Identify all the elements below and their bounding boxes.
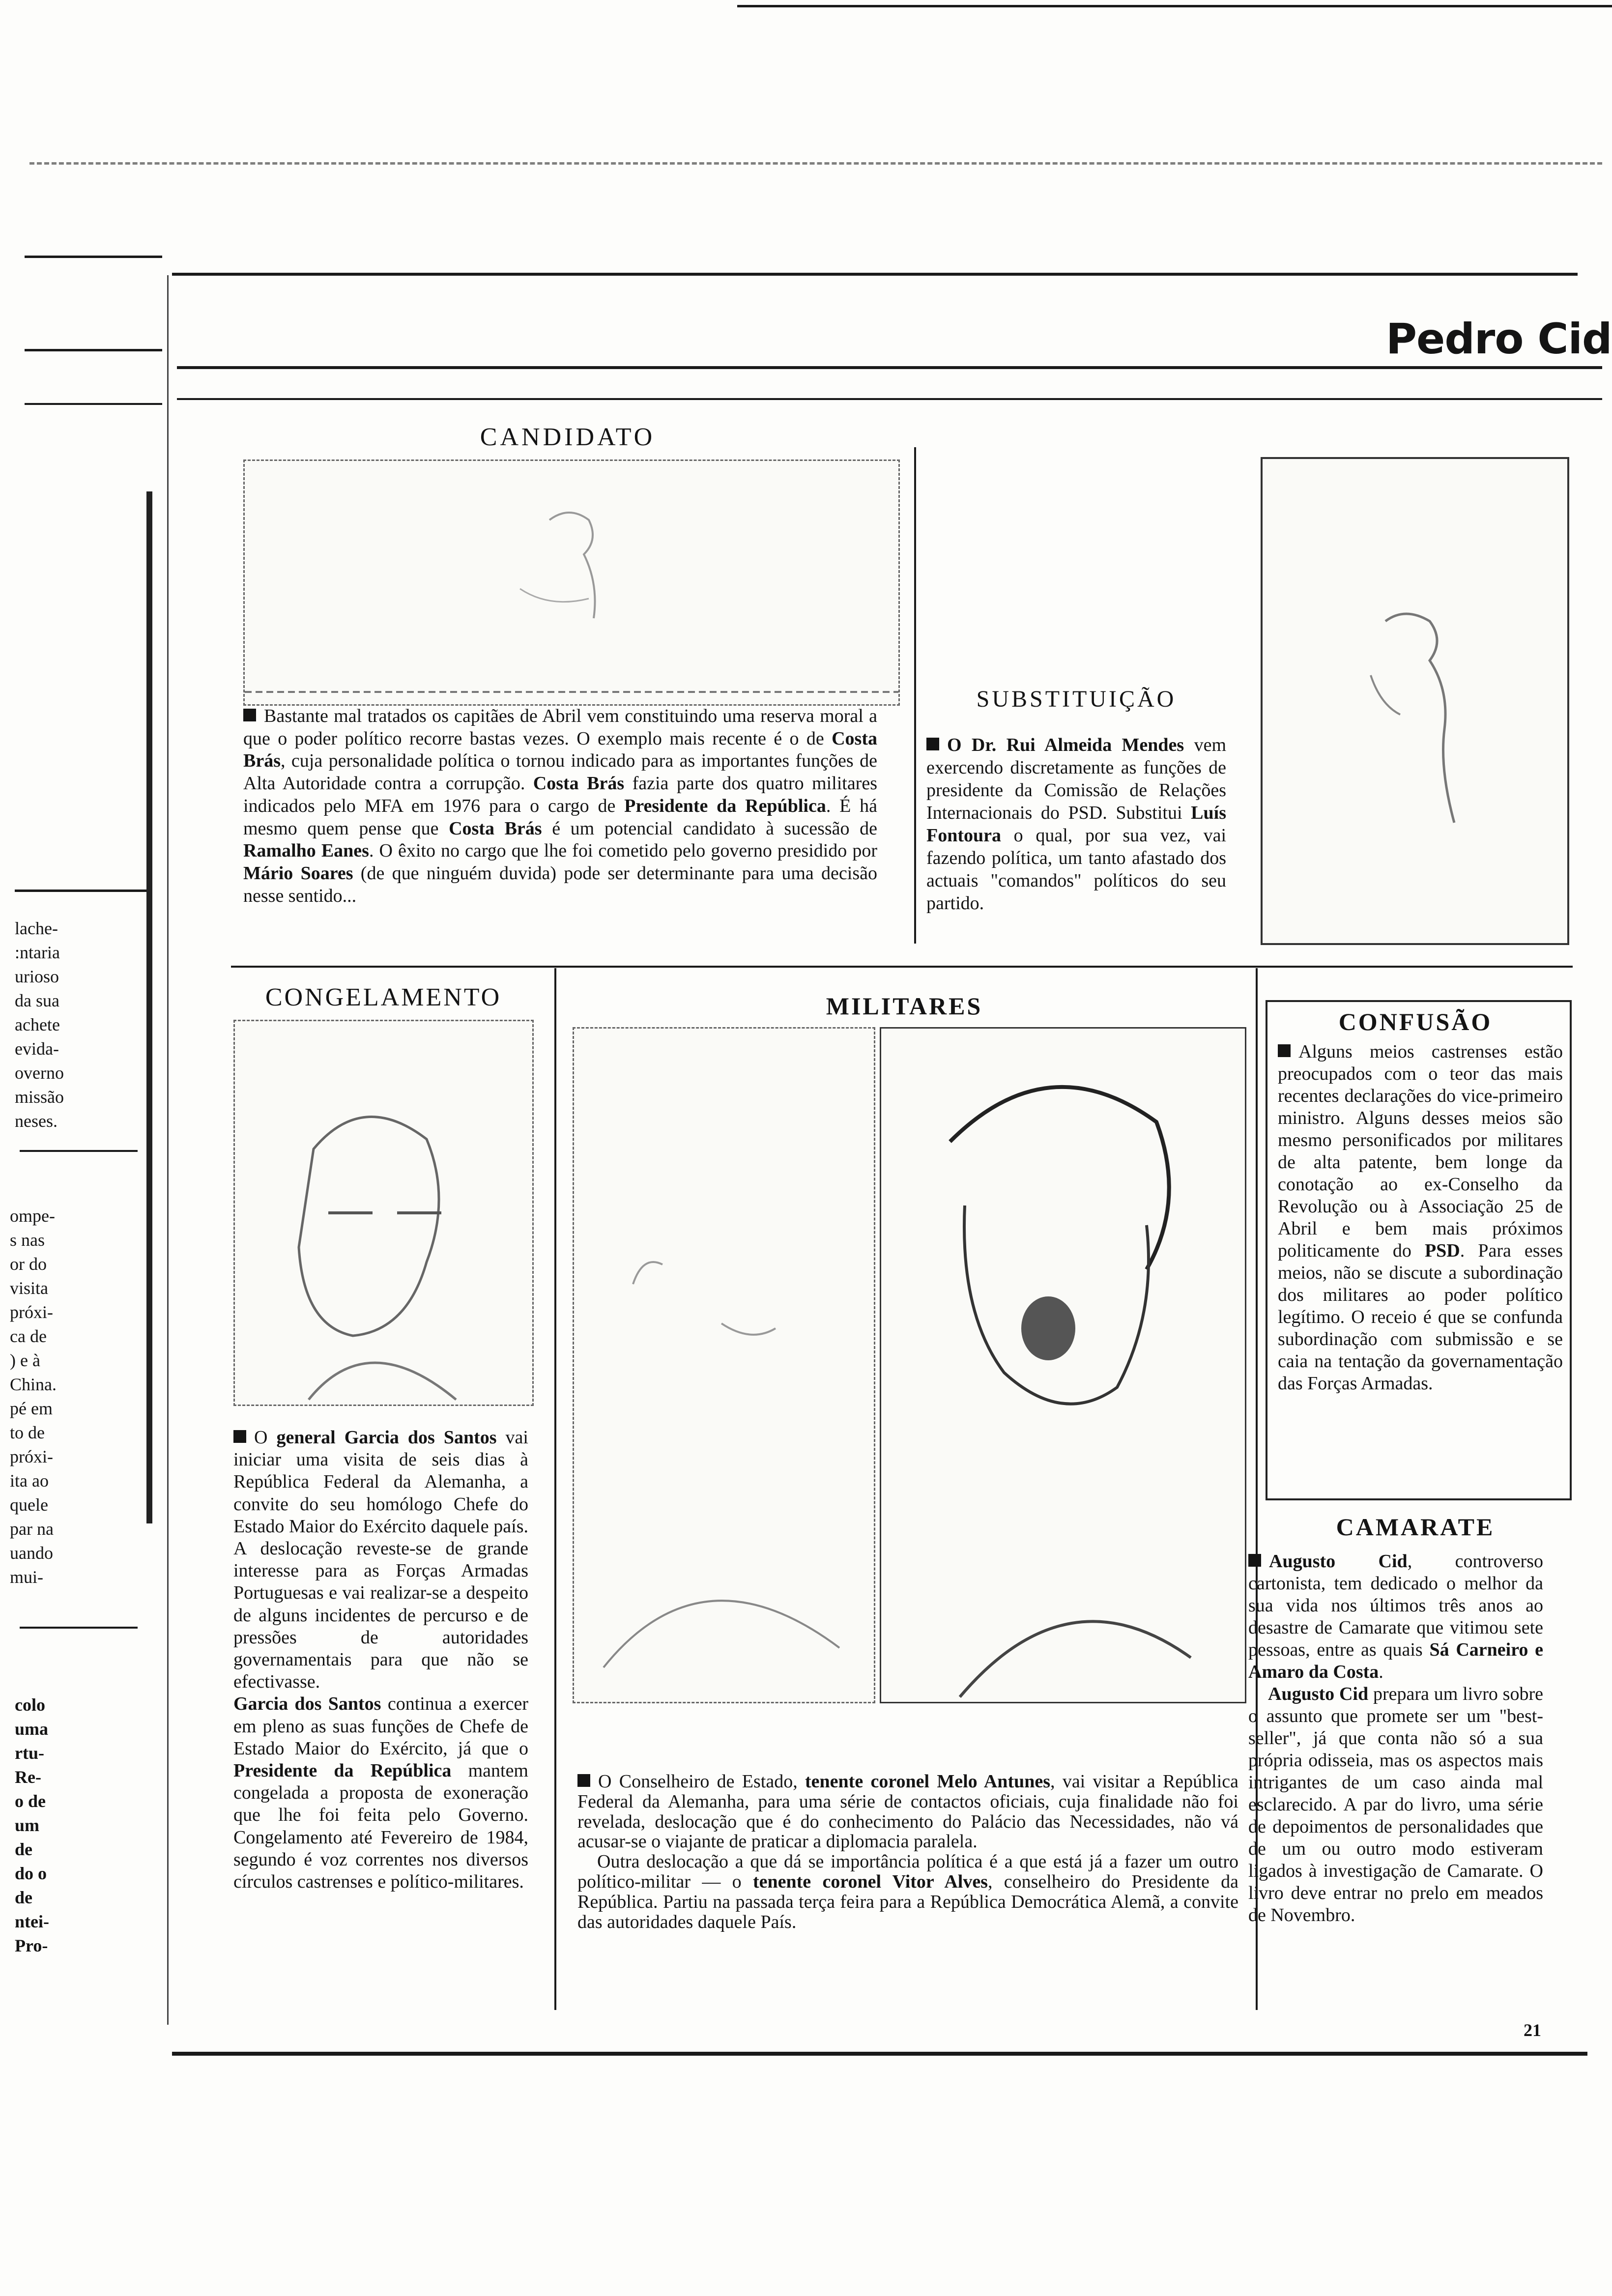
fragment-line: ompe- [10, 1206, 55, 1226]
bold-run: Sá Carneiro e Amaro da Costa [1248, 1639, 1543, 1682]
fragment-line: colo [15, 1695, 45, 1715]
fragment-line: ita ao [10, 1471, 49, 1491]
bold-run: tenente coronel Melo Antunes [805, 1771, 1051, 1792]
left-fragment-edge [146, 491, 152, 1523]
militares-photo-left [573, 1027, 875, 1703]
left-fragment-rule [20, 1150, 138, 1152]
bold-run: Presidente da República [624, 795, 826, 816]
candidato-photo [243, 459, 900, 706]
header-rule-top [172, 273, 1578, 276]
militares-text [577, 1772, 1238, 1932]
bullet-square-icon [1248, 1554, 1261, 1567]
fragment-line: Pro- [15, 1936, 48, 1955]
text-run: fazia parte dos quatro militares indicados pelo MFA em 1976 para o cargo de [243, 773, 877, 816]
text-run: , controverso cartonista, tem dedicado o melhor da sua vida nos últimos três anos ao desastre de Camarate que vitimou sete pessoas, entre as quais [1248, 1551, 1543, 1660]
fragment-line: de [15, 1888, 32, 1907]
fragment-line: uma [15, 1719, 49, 1739]
fragment-line: ) e à [10, 1350, 40, 1370]
fragment-line: Re- [15, 1767, 41, 1787]
bold-run: Presidente da República [233, 1760, 452, 1781]
fragment-line: missão [15, 1087, 64, 1107]
bold-run: PSD [1424, 1240, 1460, 1261]
text-run: , vai visitar a República Federal da Alemanha, para uma série de contactos oficiais, cuja finalidade não foi revelada, deslocação que é do conhecimento do Palácio das Necessidades, não vá acusar-se o viajante de praticar a diplomacia paralela. [577, 1771, 1239, 1852]
fragment-line: evida- [15, 1039, 59, 1059]
fragment-line: ca de [10, 1326, 47, 1346]
text-run: . Para esses meios, não se discute a subordinação dos militares ao poder político legítimo. O receio é que se confunda subordinação com submissão e se caia na tentação da governamentação das Forças Armadas. [1278, 1240, 1563, 1394]
camarate-paragraph-1 [1248, 1550, 1543, 1683]
fragment-line: or do [10, 1254, 47, 1274]
bold-run: Costa Brás [243, 728, 877, 772]
bullet-square-icon [1278, 1044, 1291, 1057]
confusao-heading: CONFUSÃO [1338, 1008, 1493, 1035]
fragment-line: um [15, 1815, 40, 1835]
bold-run: Garcia dos Santos [233, 1693, 381, 1715]
left-fragment-column-top [15, 917, 133, 1133]
text-run: , cuja personalidade política o tornou indicado para as importantes funções de Alta Autoridade contra a corrupção. [243, 750, 877, 794]
header-rule-bottom [177, 398, 1602, 400]
candidato-heading: CANDIDATO [480, 423, 656, 451]
fragment-line: overno [15, 1063, 64, 1083]
text-run: (de que ninguém duvida) pode ser determinante para uma decisão nesse sentido... [243, 862, 877, 906]
column-divider [914, 447, 916, 944]
fragment-line: China. [10, 1375, 57, 1394]
text-run: o qual, por sua vez, vai fazendo política, um tanto afastado dos actuais "comandos" políticos do seu partido. [926, 825, 1226, 914]
militares-heading: MILITARES [826, 992, 983, 1020]
militares-photo-right [880, 1027, 1246, 1703]
gutter-line [167, 275, 169, 2025]
column-divider [554, 968, 556, 2010]
bullet-square-icon [577, 1774, 590, 1787]
left-fragment-column-bot [15, 1693, 133, 1958]
text-run: Alguns meios castrenses estão preocupados com o teor das mais recentes declarações do vice-primeiro ministro. Alguns desses meios são mesmo personificados por militares de alta patente, bem longe da conotação ao ex-Conselho da Revolução ou à Associação 25 de Abril e bem mais próximos politicamente do [1278, 1041, 1563, 1261]
left-fragment-column-mid [10, 1204, 133, 1589]
fragment-line: achete [15, 1015, 60, 1034]
text-run: vem exercendo discretamente as funções de presidente da Comissão de Relações Internacionais do PSD. Substitui [926, 735, 1226, 823]
candidato-text [243, 705, 877, 907]
congelamento-paragraph-2 [233, 1693, 528, 1893]
text-run: é um potencial candidato à sucessão de [542, 818, 878, 839]
substituicao-photo [1261, 457, 1569, 945]
left-fragment-rule [25, 256, 162, 258]
bold-run: Costa Brás [449, 818, 542, 839]
left-fragment-rule [25, 349, 162, 351]
camarate-paragraph-2 [1248, 1683, 1543, 1926]
fragment-line: rtu- [15, 1743, 44, 1763]
fragment-line: do o [15, 1864, 47, 1883]
fragment-line: neses. [15, 1111, 58, 1131]
bold-run: O Dr. Rui Almeida Mendes [947, 735, 1184, 755]
congelamento-paragraph-1 [233, 1427, 528, 1693]
bullet-square-icon [233, 1430, 246, 1443]
page-number: 21 [1524, 2020, 1541, 2040]
section-separator [231, 966, 1573, 968]
text-run: continua a exercer em pleno as suas funções de Chefe de Estado Maior do Exército, já que o [233, 1693, 528, 1759]
fragment-line: lache- [15, 918, 58, 938]
militares-paragraph-1 [577, 1772, 1238, 1852]
fragment-line: to de [10, 1423, 45, 1442]
fragment-line: :ntaria [15, 943, 60, 962]
fragment-line: ntei- [15, 1912, 49, 1931]
bold-run: Augusto Cid [1269, 1551, 1408, 1572]
text-run: . É há mesmo quem pense que [243, 795, 878, 839]
fragment-line: mui- [10, 1567, 43, 1587]
text-run: , conselheiro do Presidente da República. Partiu na passada terça feira para a República Democrática Alemã, a convite das autoridades daquele País. [577, 1871, 1239, 1932]
militares-paragraph-2 [577, 1852, 1238, 1932]
substituicao-text [926, 734, 1226, 915]
text-run: . [1379, 1662, 1383, 1682]
left-fragment-rule [15, 890, 152, 892]
confusao-text [1278, 1041, 1563, 1395]
bold-run: Ramalho Eanes [243, 840, 369, 861]
camarate-text [1248, 1550, 1543, 1926]
top-edge-line [737, 5, 1612, 7]
congelamento-photo [233, 1020, 534, 1406]
bullet-square-icon [926, 738, 939, 750]
text-run: Bastante mal tratados os capitães de Abril vem constituindo uma reserva moral a que o poder político recorre bastas vezes. O exemplo mais recente é o de [243, 706, 877, 749]
left-fragment-rule [25, 403, 162, 405]
fragment-line: próxi- [10, 1447, 53, 1466]
fragment-line: s nas [10, 1230, 45, 1250]
substituicao-heading: SUBSTITUIÇÃO [976, 686, 1177, 712]
camarate-heading: CAMARATE [1336, 1513, 1495, 1541]
text-run: prepara um livro sobre o assunto que promete ser um "best-seller", já que conta não só a sua própria odisseia, mas os aspectos mais intrigantes de um caso ainda mal esclarecido. A par do livro, uma série de depoimentos de personalidades que de um ou outro modo estiveram ligados à investigação de Camarate. O livro deve entrar no prelo em meados de Novembro. [1248, 1684, 1543, 1925]
brand-signature: Pedro Cid [1386, 315, 1612, 364]
text-run: mantem congelada a proposta de exoneração que lhe foi feita pelo Governo. Congelamento até Fevereiro de 1984, segundo é voz correntes nos diversos círculos castrenses e político-militares. [233, 1760, 528, 1893]
text-run: Outra deslocação a que dá se importância política é a que está já a fazer um outro político-militar — o [577, 1851, 1238, 1892]
fragment-line: urioso [15, 967, 59, 986]
fragment-line: da sua [15, 991, 59, 1010]
fragment-line: de [15, 1839, 32, 1859]
fragment-line: visita [10, 1278, 48, 1298]
bold-run: tenente coronel Vitor Alves [752, 1871, 988, 1892]
fragment-line: o de [15, 1791, 46, 1811]
congelamento-heading: CONGELAMENTO [265, 983, 502, 1011]
bullet-square-icon [243, 709, 256, 721]
bold-run: Mário Soares [243, 862, 353, 884]
bold-run: Luís Fontoura [926, 803, 1226, 846]
bold-run: general Garcia dos Santos [276, 1427, 497, 1448]
fragment-line: pé em [10, 1399, 53, 1418]
fragment-line: par na [10, 1519, 54, 1539]
fragment-line: quele [10, 1495, 48, 1515]
text-run: O Conselheiro de Estado, [598, 1771, 806, 1792]
fragment-line: próxi- [10, 1302, 53, 1322]
scan-noise-line [29, 162, 1602, 165]
header-rule-mid [177, 366, 1602, 369]
bold-run: Augusto Cid [1268, 1684, 1369, 1704]
bold-run: Costa Brás [533, 773, 625, 794]
text-run: . O êxito no cargo que lhe foi cometido pelo governo presidido por [369, 840, 877, 861]
text-run: O [254, 1427, 277, 1448]
bottom-edge-line [172, 2052, 1587, 2056]
text-run: vai iniciar uma visita de seis dias à República Federal da Alemanha, a convite do seu homólogo Chefe do Estado Maior do Exército daquele país. A deslocação reveste-se de grande interesse para as Forças Armadas Portuguesas e vai realizar-se a despeito de alguns incidentes de percurso e de pressões de autoridades governamentais para que não se efectivasse. [233, 1427, 528, 1693]
congelamento-text [233, 1427, 528, 1893]
fragment-line: uando [10, 1543, 53, 1563]
left-fragment-rule [20, 1627, 138, 1629]
